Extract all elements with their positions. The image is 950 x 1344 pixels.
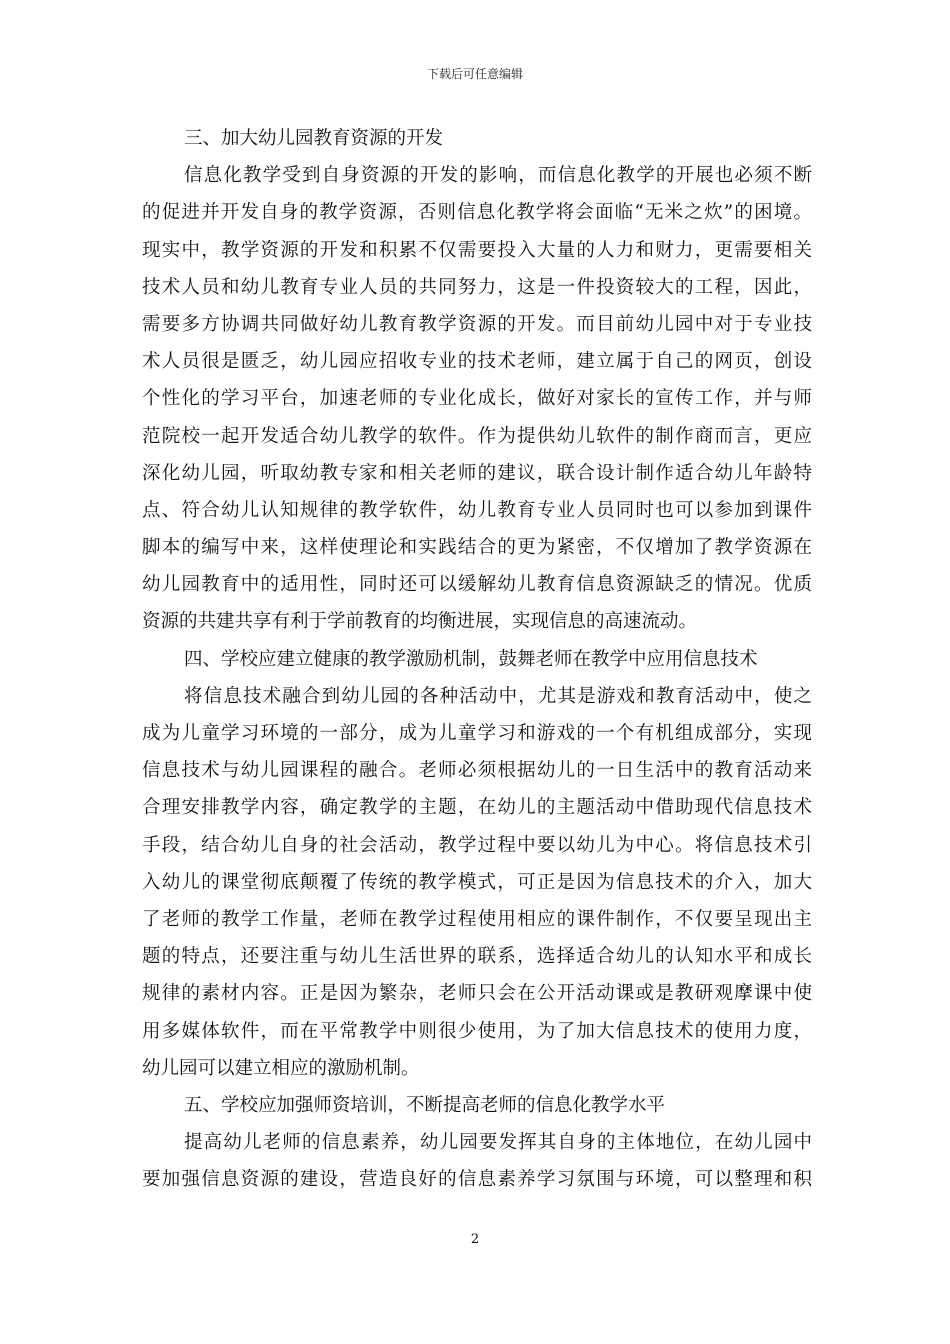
text-line: 范院校一起开发适合幼儿教学的软件。作为提供幼儿软件的制作商而言，更应: [142, 425, 812, 447]
text-line: 信息化教学受到自身资源的开发的影响，而信息化教学的开展也必须不断: [184, 165, 812, 187]
page-number: 2: [470, 1232, 480, 1247]
text-line: 信息技术与幼儿园课程的融合。老师必须根据幼儿的一日生活中的教育活动来: [142, 760, 812, 782]
text-line: 深化幼儿园，听取幼教专家和相关老师的建议，联合设计制作适合幼儿年龄特: [142, 462, 812, 484]
text-line: 规律的素材内容。正是因为繁杂，老师只会在公开活动课或是教研观摩课中使: [142, 983, 812, 1005]
text-line: 要加强信息资源的建设，营造良好的信息素养学习氛围与环境，可以整理和积: [142, 1169, 812, 1191]
text-line: 提高幼儿老师的信息素养，幼儿园要发挥其自身的主体地位，在幼儿园中: [184, 1132, 812, 1154]
text-line: 三、加大幼儿园教育资源的开发: [184, 128, 444, 149]
text-line: 将信息技术融合到幼儿园的各种活动中，尤其是游戏和教育活动中，使之: [184, 685, 812, 707]
text-line: 点、符合幼儿认知规律的教学软件，幼儿教育专业人员同时也可以参加到课件: [142, 499, 812, 521]
text-line: 资源的共建共享有利于学前教育的均衡进展，实现信息的高速流动。: [142, 611, 698, 633]
text-line: 手段，结合幼儿自身的社会活动，教学过程中要以幼儿为中心。将信息技术引: [142, 834, 812, 856]
document-body: [142, 120, 812, 1198]
text-line: 五、学校应加强师资培训，不断提高老师的信息化教学水平: [184, 1094, 666, 1116]
text-line: 四、学校应建立健康的教学激励机制，鼓舞老师在教学中应用信息技术: [184, 648, 758, 670]
text-line: 术人员很是匮乏，幼儿园应招收专业的技术老师，建立属于自己的网页，创设: [142, 351, 812, 373]
text-line: 现实中，教学资源的开发和积累不仅需要投入大量的人力和财力，更需要相关: [142, 239, 812, 261]
page-header: 下载后可任意编辑: [426, 67, 523, 81]
text-line: 需要多方协调共同做好幼儿教育教学资源的开发。而目前幼儿园中对于专业技: [142, 313, 812, 335]
text-line: 用多媒体软件，而在平常教学中则很少使用，为了加大信息技术的使用力度，: [142, 1020, 812, 1042]
text-line: 的促进并开发自身的教学资源，否则信息化教学将会面临“无米之炊”的困境。: [142, 202, 812, 224]
text-line: 了老师的教学工作量，老师在教学过程使用相应的课件制作，不仅要呈现出主: [142, 908, 812, 930]
text-line: 个性化的学习平台，加速老师的专业化成长，做好对家长的宣传工作，并与师: [142, 388, 812, 410]
text-line: 幼儿园可以建立相应的激励机制。: [142, 1057, 420, 1079]
text-line: 成为儿童学习环境的一部分，成为儿童学习和游戏的一个有机组成部分，实现: [142, 723, 812, 744]
text-line: 入幼儿的课堂彻底颠覆了传统的教学模式，可正是因为信息技术的介入，加大: [142, 871, 812, 893]
text-line: 题的特点，还要注重与幼儿生活世界的联系，选择适合幼儿的认知水平和成长: [142, 946, 812, 968]
text-line: 技术人员和幼儿教育专业人员的共同努力，这是一件投资较大的工程，因此，: [142, 276, 812, 298]
text-line: 幼儿园教育中的适用性，同时还可以缓解幼儿教育信息资源缺乏的情况。优质: [142, 574, 812, 596]
text-line: 合理安排教学内容，确定教学的主题，在幼儿的主题活动中借助现代信息技术: [142, 797, 812, 819]
text-line: 脚本的编写中来，这样使理论和实践结合的更为紧密，不仅增加了教学资源在: [142, 537, 812, 559]
